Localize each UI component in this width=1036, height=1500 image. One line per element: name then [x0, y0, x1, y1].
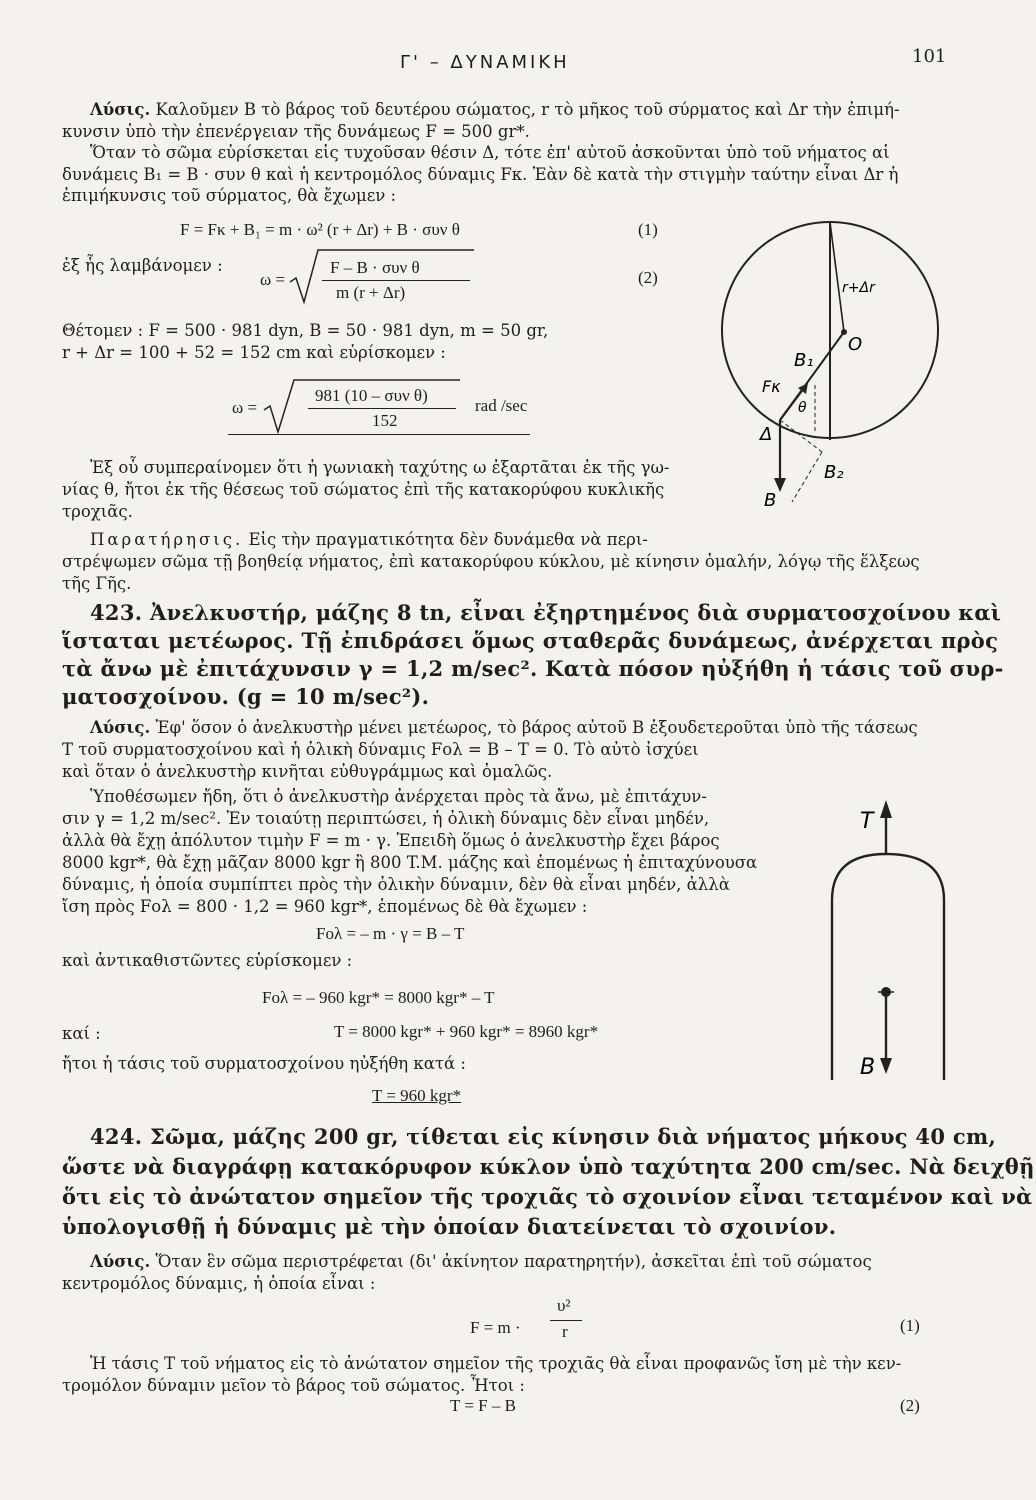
solution1-line3: Ὅταν τὸ σῶμα εὑρίσκεται εἰς τυχοῦσαν θέσιν Δ, τότε ἐπ' αὐτοῦ ἀσκοῦνται ὑπὸ τοῦ νήματος αἱ: [90, 143, 890, 162]
solution1-line1: [90, 100, 900, 120]
remark-line3: τῆς Γῆς.: [62, 574, 132, 593]
remark-line1: [90, 530, 648, 550]
problem-423-line2: ἵσταται μετέωρος. Τῇ ἐπιδράσει ὅμως σταθερᾶς δυνάμεως, ἀνέρχεται πρὸς: [62, 628, 999, 653]
from-which-text: ἐξ ἧς λαμβάνομεν :: [62, 256, 223, 275]
solution-label: Λύσις.: [90, 100, 151, 119]
substitution-line1: Θέτομεν : F = 500 · 981 dyn, B = 50 · 981 dyn, m = 50 gr,: [62, 321, 549, 340]
text: Σῶμα, μάζης 200 gr, τίθεται εἰς κίνησιν διὰ νήματος μήκους 40 cm,: [149, 1124, 997, 1149]
circle-force-diagram: [720, 220, 960, 520]
solution1-line2: κυνσιν ὑπὸ τὴν ἐπενέργειαν τῆς δυνάμεως F = 500 gr*.: [62, 122, 530, 141]
string-upper: [830, 222, 844, 332]
solution-label: Λύσις.: [90, 718, 151, 737]
label-t: T: [860, 809, 874, 834]
equation-424-2-number: (2): [900, 1396, 920, 1415]
equation-1-number: (1): [638, 220, 658, 239]
solution-label: Λύσις.: [90, 1252, 151, 1271]
equation-423-2: Fολ = – 960 kgr* = 8000 kgr* – T: [262, 988, 495, 1007]
solution423-line3: καὶ ὅταν ὁ ἀνελκυστὴρ κινῆται εὐθυγράμμως καὶ ὁμαλῶς.: [62, 762, 553, 781]
equation-423-3: T = 8000 kgr* + 960 kgr* = 8960 kgr*: [334, 1022, 599, 1041]
equation-424-2: T = F – B: [450, 1396, 516, 1415]
equation-2-denominator: m (r + Δr): [336, 283, 406, 302]
fraction-bar-3: [550, 1320, 582, 1321]
and-text: καί :: [62, 1024, 101, 1043]
solution423-line5: σιν γ = 1,2 m/sec². Ἐν τοιαύτῃ περιπτώσει, ἡ ὀλικὴ δύναμις δὲν εἶναι μηδέν,: [62, 809, 710, 828]
problem-424-line3: ὅτι εἰς τὸ ἀνώτατον σημεῖον τῆς τροχιᾶς τὸ σχοινίον εἶναι τεταμένον καὶ νὰ: [62, 1184, 1033, 1209]
label-b: B: [860, 1055, 876, 1080]
substitution-line2: r + Δr = 100 + 52 = 152 cm καὶ εὑρίσκομεν :: [62, 343, 446, 362]
equation-3-lhs: ω =: [232, 398, 258, 417]
solution1-line5: ἐπιμήκυνσις τοῦ σύρματος, θὰ ἔχωμεν :: [62, 186, 397, 205]
solution423-line2: T τοῦ συρματοσχοίνου καὶ ἡ ὀλικὴ δύναμις Fολ = B – T = 0. Τὸ αὐτὸ ἰσχύει: [62, 740, 699, 759]
solution424-line4: τρομόλον δύναμιν μεῖον τὸ βάρος τοῦ σώματος. Ἦτοι :: [62, 1376, 525, 1395]
label-theta: θ: [798, 400, 807, 416]
solution423-line1: [90, 718, 918, 738]
center-point: [841, 329, 847, 335]
problem-424-line4: ὑπολογισθῇ ἡ δύναμις μὲ τὴν ὁποίαν διατείνεται τὸ σχοινίον.: [62, 1214, 837, 1239]
text: Καλοῦμεν B τὸ βάρος τοῦ δευτέρου σώματος, r τὸ μῆκος τοῦ σύρματος καὶ Δr τὴν ἐπιμή-: [155, 100, 900, 119]
fraction-bar-2: [308, 408, 456, 409]
elevator-body: [832, 854, 944, 1080]
page-number: 101: [912, 46, 947, 67]
solution423-line9: ἴση πρὸς Fολ = 800 · 1,2 = 960 kgr*, ἑπομένως δὲ θὰ ἔχωμεν :: [62, 897, 588, 916]
problem-423-line4: ματοσχοίνου. (g = 10 m/sec²).: [62, 684, 430, 709]
result-423: T = 960 kgr*: [372, 1086, 462, 1105]
problem-423-line3: τὰ ἄνω μὲ ἐπιτάχυνσιν γ = 1,2 m/sec². Κατὰ πόσον ηὐξήθη ἡ τάσις τοῦ συρ-: [62, 656, 1004, 681]
text: Ὅταν ἓν σῶμα περιστρέφεται (δι' ἀκίνητον παρατηρητήν), ἀσκεῖται ἐπὶ τοῦ σώματος: [155, 1252, 872, 1271]
solution423-line7: 8000 kgr*, θὰ ἔχῃ μᾶζαν 8000 kgr ἢ 800 T.M. μάζης καὶ ἑπομένως ἡ ἐπιταχύνουσα: [62, 853, 758, 872]
label-delta: Δ: [760, 424, 773, 445]
fraction-bar: [322, 280, 470, 281]
problem-423-line1: [90, 600, 1001, 626]
problem-424-line2: ὥστε νὰ διαγράφῃ κατακόρυφον κύκλον ὑπὸ ταχύτητα 200 cm/sec. Νὰ δειχθῇ: [62, 1154, 1035, 1179]
label-o: O: [848, 334, 863, 355]
solution423-line4: Ὑποθέσωμεν ἤδη, ὅτι ὁ ἀνελκυστὴρ ἀνέρχεται πρὸς τὰ ἄνω, μὲ ἐπιτάχυν-: [90, 787, 707, 806]
label-b2: B₂: [824, 462, 844, 483]
equation-3-unit: rad /sec: [475, 396, 528, 415]
equation-1: F = Fκ + B₁ = m · ω² (r + Δr) + B · συν θ: [180, 220, 460, 239]
label-fk: Fκ: [762, 377, 781, 396]
equation-2-lhs: ω =: [260, 270, 286, 289]
equation-424-1-number: (1): [900, 1316, 920, 1335]
equation-3-numerator: 981 (10 – συν θ): [315, 386, 428, 405]
solution424-line3: Ἡ τάσις T τοῦ νήματος εἰς τὸ ἀνώτατον σημεῖον τῆς τροχιᾶς θὰ εἶναι προφανῶς ἴση μὲ τὴν κεν-: [90, 1354, 902, 1373]
problem-number: 423.: [90, 600, 143, 625]
equation-underline: [228, 434, 530, 435]
solution424-line1: [90, 1252, 872, 1272]
remark-label: Παρατήρησις.: [90, 530, 244, 549]
label-b1: B₁: [794, 350, 814, 371]
solution424-line2: κεντρομόλος δύναμις, ἡ ὁποία εἶναι :: [62, 1274, 376, 1293]
dashed-b-line: [792, 452, 822, 502]
problem-number: 424.: [90, 1124, 143, 1149]
text: Ἐφ' ὅσον ὁ ἀνελκυστὴρ μένει μετέωρος, τὸ βάρος αὐτοῦ B ἐξουδετεροῦται ὑπὸ τῆς τάσεως: [155, 718, 918, 737]
tension-arrowhead: [880, 800, 892, 818]
solution423-line8: δύναμις, ἡ ὁποία συμπίπτει πρὸς τὴν ὀλικὴν δύναμιν, δὲν θὰ εἶναι μηδέν, ἀλλὰ: [62, 875, 730, 894]
dashed-b2-line: [780, 420, 822, 452]
text: Εἰς τὴν πραγματικότητα δὲν δυνάμεθα νὰ περι-: [248, 530, 648, 549]
equation-423-1: Fολ = – m · γ = B – T: [316, 924, 465, 943]
remark-line2: στρέψωμεν σῶμα τῇ βοηθείᾳ νήματος, ἐπὶ κατακορύφου κύκλου, μὲ κίνησιν ὁμαλήν, λόγῳ τῆς ἕλξεως: [62, 552, 920, 571]
equation-424-1-lhs: F = m ·: [470, 1318, 521, 1337]
equation-2-number: (2): [638, 268, 658, 287]
equation-3-denominator: 152: [372, 411, 398, 430]
equation-2-numerator: F – B · συν θ: [330, 258, 420, 277]
conclusion-line2: νίας θ, ἤτοι ἐκ τῆς θέσεως τοῦ σώματος ἐπὶ τῆς κατακορύφου κυκλικῆς: [62, 480, 665, 499]
equation-424-1-numerator: υ²: [557, 1296, 571, 1315]
elevator-diagram: [820, 796, 970, 1086]
equation-424-1-denominator: r: [562, 1322, 568, 1341]
solution1-line4: δυνάμεις B₁ = B · συν θ καὶ ἡ κεντρομόλος δύναμις Fκ. Ἐὰν δὲ κατὰ τὴν στιγμὴν ταύτην εἶναι Δr ἡ: [62, 165, 899, 184]
i-e-text: ἤτοι ἡ τάσις τοῦ συρματοσχοίνου ηὐξήθη κατά :: [62, 1054, 466, 1073]
weight-arrowhead-2: [880, 1058, 892, 1074]
text: Ἀνελκυστήρ, μάζης 8 tn, εἶναι ἐξηρτημένος διὰ συρματοσχοίνου καὶ: [149, 600, 1002, 625]
label-r-dr: r+Δr: [842, 280, 875, 296]
running-header: Γ' – ΔΥΝΑΜΙΚΗ: [400, 52, 570, 73]
replacing-text: καὶ ἀντικαθιστῶντες εὑρίσκομεν :: [62, 951, 353, 970]
label-b: B: [764, 490, 777, 511]
solution423-line6: ἀλλὰ θὰ ἔχῃ ἀπόλυτον τιμὴν F = m · γ. Ἐπειδὴ ὅμως ὁ ἀνελκυστὴρ ἔχει βάρος: [62, 831, 720, 850]
problem-424-line1: [90, 1124, 996, 1150]
conclusion-line1: Ἐξ οὗ συμπεραίνομεν ὅτι ἡ γωνιακὴ ταχύτης ω ἐξαρτᾶται ἐκ τῆς γω-: [90, 458, 670, 477]
conclusion-line3: τροχιᾶς.: [62, 502, 133, 521]
